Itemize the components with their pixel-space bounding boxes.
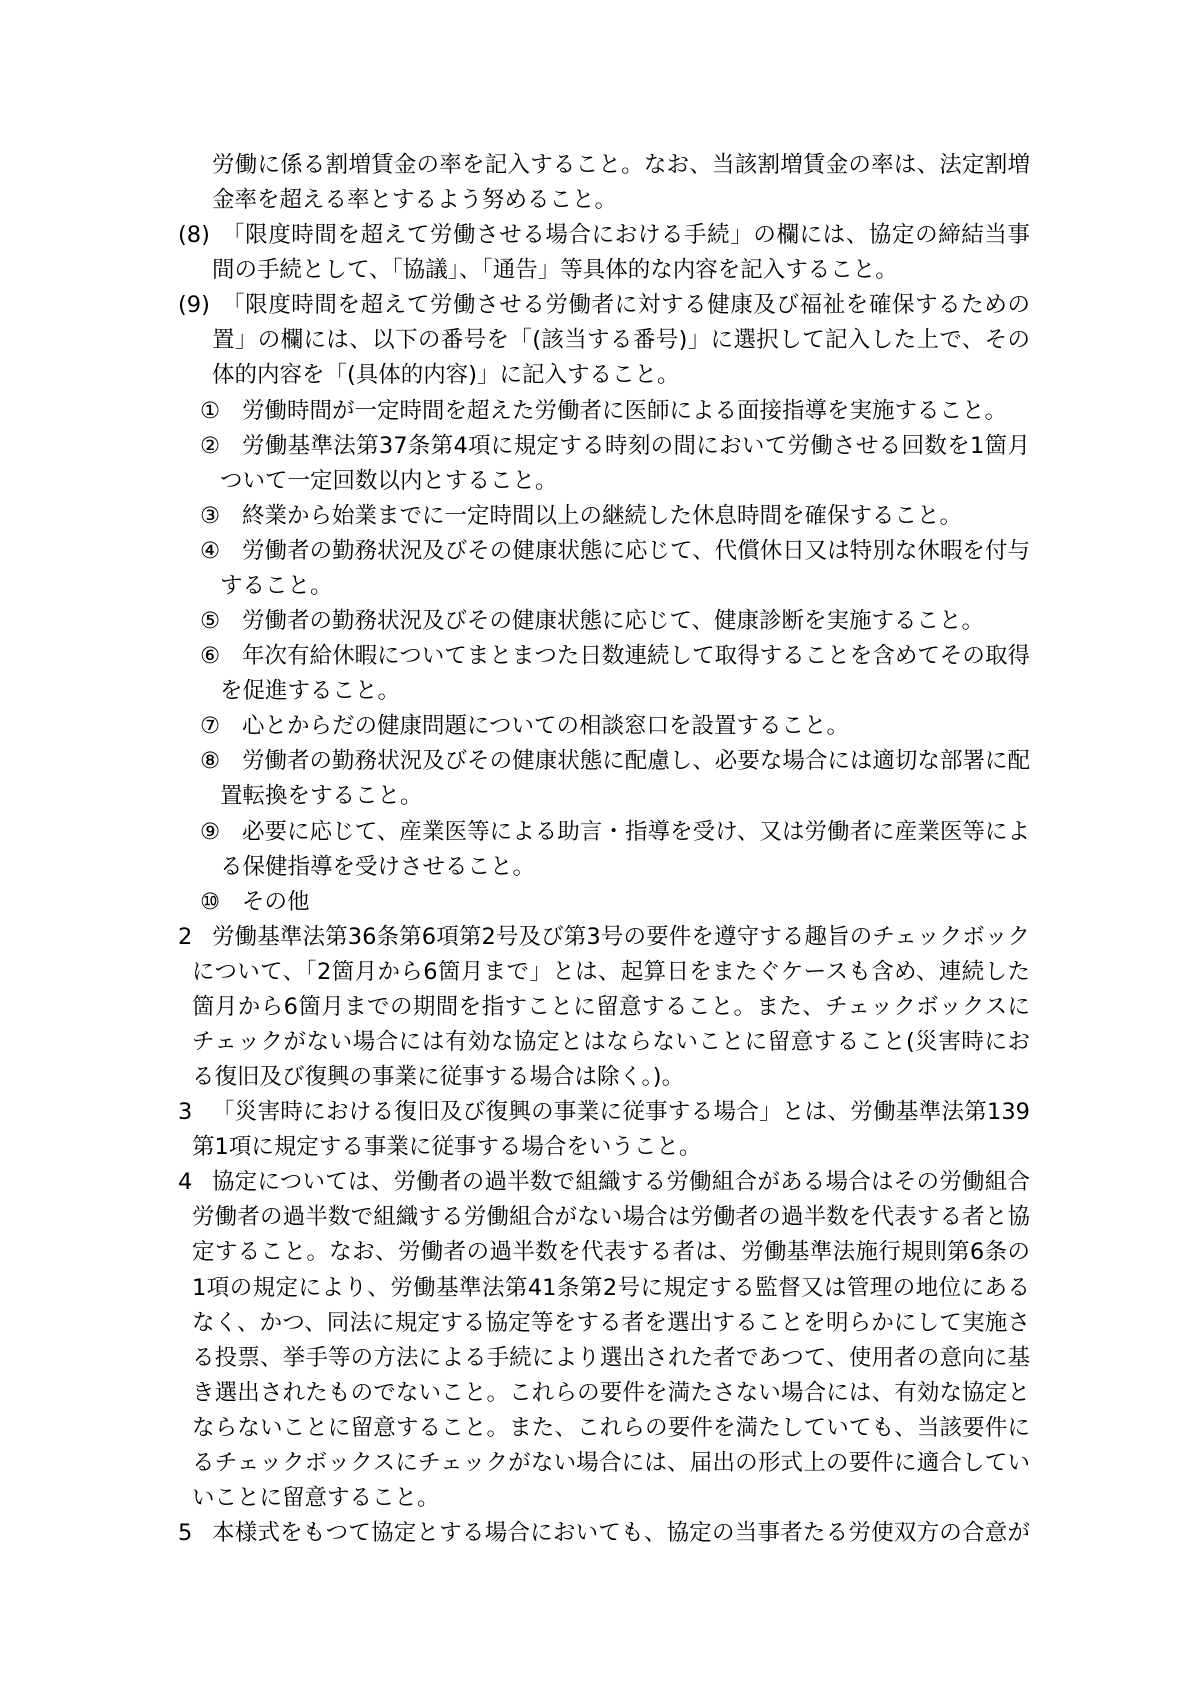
text-line: 労働者の過半数で組織する労働組合がない場合は労働者の過半数を代表する者と協 xyxy=(192,1204,1030,1231)
text-line: チェックがない場合には有効な協定とはならないことに留意すること(災害時にお xyxy=(192,1029,1030,1055)
text-line: なく、かつ、同法に規定する協定等をする者を選出することを明らかにして実施さ xyxy=(192,1309,1030,1336)
text-line: 労働基準法第36条第6項第2号及び第3号の要件を遵守する趣旨のチェックボック xyxy=(212,923,1030,950)
text-line: ついて一定回数以内とすること。 xyxy=(220,467,558,494)
item-number-label: ③ xyxy=(200,502,221,529)
item-number-label: ⑨ xyxy=(200,818,221,845)
text-line: る投票、挙手等の方法による手続により選出された者であつて、使用者の意向に基 xyxy=(192,1344,1030,1371)
text-line: 労働者の勤務状況及びその健康状態に応じて、代償休日又は特別な休暇を付与 xyxy=(242,537,1030,564)
text-line: 第1項に規定する事業に従事する場合をいうこと。 xyxy=(192,1134,702,1161)
item-number-label: 2 xyxy=(178,923,193,950)
text-line: 「限度時間を超えて労働させる労働者に対する健康及び福祉を確保するための xyxy=(222,292,1030,319)
text-line: 労働者の勤務状況及びその健康状態に応じて、健康診断を実施すること。 xyxy=(242,608,985,635)
text-line: 本様式をもつて協定とする場合においても、協定の当事者たる労使双方の合意が xyxy=(212,1520,1030,1547)
text-line: 間の手続として、「協議」、「通告」等具体的な内容を記入すること。 xyxy=(212,257,898,284)
text-line: る保健指導を受けさせること。 xyxy=(220,853,536,880)
text-line: 必要に応じて、産業医等による助言・指導を受け、又は労働者に産業医等によ xyxy=(242,818,1030,845)
item-number-label: 5 xyxy=(178,1520,193,1547)
item-number-label: ① xyxy=(200,397,221,424)
text-line: 労働時間が一定時間を超えた労働者に医師による面接指導を実施すること。 xyxy=(242,397,1008,424)
text-line: 金率を超える率とするよう努めること。 xyxy=(212,187,618,214)
text-line: ならないことに留意すること。また、これらの要件を満たしていても、当該要件に xyxy=(192,1414,1030,1441)
item-number-label: 4 xyxy=(178,1169,193,1196)
text-line: 終業から始業までに一定時間以上の継続した休息時間を確保すること。 xyxy=(242,502,963,529)
text-line: 箇月から6箇月までの期間を指すことに留意すること。また、チェックボックスに xyxy=(192,993,1030,1020)
text-line: るチェックボックスにチェックがない場合には、届出の形式上の要件に適合してい xyxy=(192,1449,1030,1476)
item-number-label: ④ xyxy=(200,537,221,564)
text-line: 労働に係る割増賃金の率を記入すること。なお、当該割増賃金の率は、法定割増 xyxy=(212,152,1030,178)
text-line: 年次有給休暇についてまとまつた日数連続して取得することを含めてその取得 xyxy=(242,643,1030,670)
text-line: すること。 xyxy=(220,572,333,599)
text-line: 労働者の勤務状況及びその健康状態に配慮し、必要な場合には適切な部署に配 xyxy=(242,748,1030,775)
text-line: 体的内容を「(具体的内容)」に記入すること。 xyxy=(212,362,680,389)
text-line: について、「2箇月から6箇月まで」とは、起算日をまたぐケースも含め、連続した xyxy=(192,958,1030,985)
item-number-label: ⑧ xyxy=(200,748,221,775)
text-line: 1項の規定により、労働基準法第41条第2号に規定する監督又は管理の地位にある xyxy=(192,1274,1030,1301)
text-line: 置」の欄には、以下の番号を「(該当する番号)」に選択して記入した上で、その xyxy=(212,327,1030,354)
text-line: 労働基準法第37条第4項に規定する時刻の間において労働させる回数を1箇月 xyxy=(242,432,1030,459)
item-number-label: (9) xyxy=(178,292,210,319)
item-number-label: ⑦ xyxy=(200,713,221,740)
text-line: いことに留意すること。 xyxy=(192,1485,440,1512)
text-line: その他 xyxy=(242,888,310,915)
text-line: 協定については、労働者の過半数で組織する労働組合がある場合はその労働組合 xyxy=(212,1169,1030,1196)
item-number-label: (8) xyxy=(178,222,210,249)
item-number-label: ⑩ xyxy=(200,888,221,915)
item-number-label: 3 xyxy=(178,1099,193,1126)
text-line: 「災害時における復旧及び復興の事業に従事する場合」とは、労働基準法第139 xyxy=(212,1099,1030,1126)
text-line: 定すること。なお、労働者の過半数を代表する者は、労働基準法施行規則第6条の xyxy=(192,1239,1030,1266)
text-line: き選出されたものでないこと。これらの要件を満たさない場合には、有効な協定と xyxy=(192,1379,1030,1406)
text-line: を促進すること。 xyxy=(220,678,401,705)
text-line: 置転換をすること。 xyxy=(220,783,423,810)
item-number-label: ⑤ xyxy=(200,608,221,635)
item-number-label: ⑥ xyxy=(200,643,221,670)
text-line: 心とからだの健康問題についての相談窓口を設置すること。 xyxy=(242,713,850,740)
text-line: 「限度時間を超えて労働させる場合における手続」の欄には、協定の締結当事 xyxy=(222,222,1030,249)
item-number-label: ② xyxy=(200,432,221,459)
text-line: る復旧及び復興の事業に従事する場合は除く。)。 xyxy=(192,1064,685,1091)
